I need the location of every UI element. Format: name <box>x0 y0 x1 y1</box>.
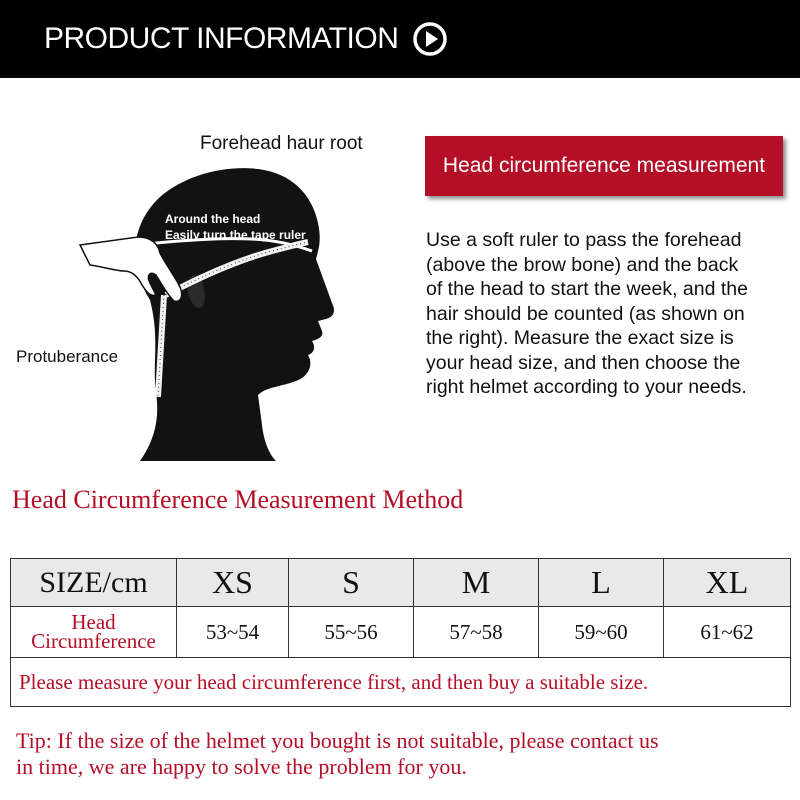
table-cell-xs: 53~54 <box>177 607 289 658</box>
measurement-badge <box>425 136 783 196</box>
tip-text <box>16 728 791 780</box>
section-title: Head Circumference Measurement Method <box>12 485 464 514</box>
label-protuberance: Protuberance <box>16 347 119 366</box>
row-label-line1: Head <box>71 610 116 634</box>
table-cell-m: 57~58 <box>414 607 539 658</box>
tip-line1: Tip: If the size of the helmet you bought is not suitable, please contact us <box>16 728 659 753</box>
instruction-line: (above the brow bone) and the back <box>426 253 739 276</box>
table-note-row <box>11 658 791 707</box>
measurement-instructions <box>426 228 786 400</box>
head-silhouette-illustration <box>0 125 420 470</box>
instruction-line: hair should be counted (as shown on <box>426 302 745 325</box>
head-measurement-diagram <box>0 125 420 470</box>
table-header-row <box>11 559 791 607</box>
row-label-line2: Circumference <box>31 629 156 653</box>
page-title: PRODUCT INFORMATION <box>44 22 399 55</box>
size-table <box>10 558 791 707</box>
label-forehead: Forehead haur root <box>200 133 363 154</box>
instruction-line: of the head to start the week, and the <box>426 278 748 300</box>
instruction-line: Use a soft ruler to pass the forehead <box>426 229 742 251</box>
table-cell-xl: 61~62 <box>664 607 791 658</box>
instruction-line: right helmet according to your needs. <box>426 376 747 398</box>
tip-line2: in time, we are happy to solve the problem for you. <box>16 754 467 779</box>
table-row <box>11 607 791 658</box>
play-circle-icon <box>412 21 448 57</box>
instruction-line: your head size, and then choose the <box>426 351 741 374</box>
header-bar <box>0 0 800 78</box>
table-note: Please measure your head circumference first, and then buy a suitable size. <box>11 658 791 707</box>
table-cell-l: 59~60 <box>539 607 664 658</box>
label-tape-line2: Easily turn the tape ruler <box>165 228 306 242</box>
table-cell-s: 55~56 <box>289 607 414 658</box>
table-row-label <box>11 607 177 658</box>
table-header-s: S <box>289 559 414 607</box>
measurement-badge-text: Head circumference measurement <box>442 154 766 177</box>
table-header-size: SIZE/cm <box>11 559 177 607</box>
table-header-xs: XS <box>177 559 289 607</box>
instruction-line: the right). Measure the exact size is <box>426 327 734 349</box>
table-header-xl: XL <box>664 559 791 607</box>
label-tape-instruction <box>165 211 306 243</box>
label-tape-line1: Around the head <box>165 212 261 226</box>
table-header-l: L <box>539 559 664 607</box>
table-header-m: M <box>414 559 539 607</box>
